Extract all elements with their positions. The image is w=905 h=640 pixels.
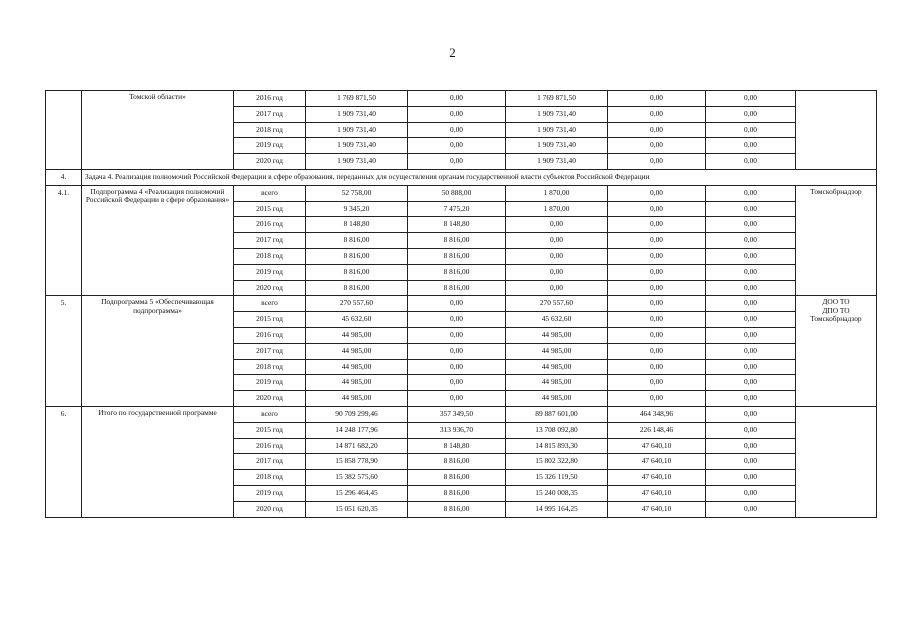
regional-budget-cell: 14 995 164,25 [506, 501, 608, 517]
cont-name: Томской области» [82, 91, 234, 170]
regional-budget-cell: 1 909 731,40 [506, 122, 608, 138]
extrabudget-cell: 0,00 [706, 217, 796, 233]
total-cell: 8 816,00 [306, 264, 408, 280]
regional-budget-cell: 89 887 601,00 [506, 406, 608, 422]
federal-budget-cell: 0,00 [408, 391, 506, 407]
federal-budget-cell: 8 816,00 [408, 485, 506, 501]
federal-budget-cell: 0,00 [408, 91, 506, 107]
local-budget-cell: 0,00 [608, 185, 706, 201]
extrabudget-cell: 0,00 [706, 438, 796, 454]
group-5-name: Подпрограмма 5 «Обеспечивающая подпрограмма» [82, 296, 234, 407]
local-budget-cell: 0,00 [608, 312, 706, 328]
federal-budget-cell: 0,00 [408, 327, 506, 343]
period-cell: 2017 год [234, 343, 306, 359]
period-cell: 2020 год [234, 391, 306, 407]
table-row [46, 185, 877, 201]
section-number: 4. [46, 169, 82, 185]
federal-budget-cell: 8 816,00 [408, 233, 506, 249]
group-6-name: Итого по государственной программе [82, 406, 234, 517]
local-budget-cell: 226 148,46 [608, 422, 706, 438]
extrabudget-cell: 0,00 [706, 122, 796, 138]
period-cell: 2019 год [234, 264, 306, 280]
extrabudget-cell: 0,00 [706, 375, 796, 391]
regional-budget-cell: 44 985,00 [506, 359, 608, 375]
regional-budget-cell: 13 708 092,80 [506, 422, 608, 438]
total-cell: 15 296 464,45 [306, 485, 408, 501]
federal-budget-cell: 8 816,00 [408, 501, 506, 517]
group-41-name: Подпрограмма 4 «Реализация полномочий Российской Федерации в сфере образования» [82, 185, 234, 296]
federal-budget-cell: 8 816,00 [408, 280, 506, 296]
period-cell: 2017 год [234, 233, 306, 249]
regional-budget-cell: 1 909 731,40 [506, 154, 608, 170]
regional-budget-cell: 44 985,00 [506, 343, 608, 359]
regional-budget-cell: 1 769 871,50 [506, 91, 608, 107]
regional-budget-cell: 0,00 [506, 233, 608, 249]
regional-budget-cell: 0,00 [506, 280, 608, 296]
total-cell: 9 345,20 [306, 201, 408, 217]
period-cell: 2020 год [234, 501, 306, 517]
federal-budget-cell: 0,00 [408, 296, 506, 312]
regional-budget-cell: 15 802 322,80 [506, 454, 608, 470]
regional-budget-cell: 15 240 008,35 [506, 485, 608, 501]
local-budget-cell: 0,00 [608, 154, 706, 170]
period-cell: 2017 год [234, 106, 306, 122]
group-5-number: 5. [46, 296, 82, 407]
federal-budget-cell: 8 148,80 [408, 217, 506, 233]
regional-budget-cell: 0,00 [506, 264, 608, 280]
total-cell: 14 248 177,96 [306, 422, 408, 438]
page-number: 2 [449, 45, 456, 60]
extrabudget-cell: 0,00 [706, 233, 796, 249]
group-6-number: 6. [46, 406, 82, 517]
table-row [46, 296, 877, 312]
total-cell: 8 816,00 [306, 248, 408, 264]
federal-budget-cell: 0,00 [408, 359, 506, 375]
federal-budget-cell: 8 816,00 [408, 470, 506, 486]
extrabudget-cell: 0,00 [706, 454, 796, 470]
regional-budget-cell: 44 985,00 [506, 391, 608, 407]
period-cell: 2015 год [234, 201, 306, 217]
total-cell: 1 769 871,50 [306, 91, 408, 107]
period-cell: всего [234, 185, 306, 201]
period-cell: 2018 год [234, 470, 306, 486]
federal-budget-cell: 8 816,00 [408, 248, 506, 264]
federal-budget-cell: 357 349,50 [408, 406, 506, 422]
local-budget-cell: 0,00 [608, 233, 706, 249]
local-budget-cell: 47 640,10 [608, 485, 706, 501]
total-cell: 1 909 731,40 [306, 122, 408, 138]
total-cell: 8 816,00 [306, 233, 408, 249]
total-cell: 1 909 731,40 [306, 138, 408, 154]
period-cell: 2020 год [234, 154, 306, 170]
federal-budget-cell: 0,00 [408, 312, 506, 328]
regional-budget-cell: 14 815 893,30 [506, 438, 608, 454]
extrabudget-cell: 0,00 [706, 91, 796, 107]
total-cell: 1 909 731,40 [306, 106, 408, 122]
federal-budget-cell: 7 475,20 [408, 201, 506, 217]
table-row [46, 91, 877, 107]
local-budget-cell: 0,00 [608, 138, 706, 154]
period-cell: 2015 год [234, 312, 306, 328]
total-cell: 14 871 682,20 [306, 438, 408, 454]
period-cell: 2016 год [234, 91, 306, 107]
local-budget-cell: 0,00 [608, 217, 706, 233]
regional-budget-cell: 1 870,00 [506, 185, 608, 201]
extrabudget-cell: 0,00 [706, 201, 796, 217]
extrabudget-cell: 0,00 [706, 485, 796, 501]
federal-budget-cell: 0,00 [408, 138, 506, 154]
period-cell: 2019 год [234, 485, 306, 501]
total-cell: 270 557,60 [306, 296, 408, 312]
federal-budget-cell: 313 936,70 [408, 422, 506, 438]
federal-budget-cell: 8 816,00 [408, 264, 506, 280]
total-cell: 15 858 778,90 [306, 454, 408, 470]
extrabudget-cell: 0,00 [706, 185, 796, 201]
period-cell: 2019 год [234, 138, 306, 154]
regional-budget-cell: 270 557,60 [506, 296, 608, 312]
regional-budget-cell: 45 632,60 [506, 312, 608, 328]
period-cell: 2018 год [234, 248, 306, 264]
federal-budget-cell: 0,00 [408, 375, 506, 391]
local-budget-cell: 0,00 [608, 264, 706, 280]
local-budget-cell: 0,00 [608, 280, 706, 296]
total-cell: 44 985,00 [306, 343, 408, 359]
regional-budget-cell: 1 870,00 [506, 201, 608, 217]
budget-table [45, 90, 877, 518]
period-cell: 2016 год [234, 327, 306, 343]
period-cell: всего [234, 296, 306, 312]
group-6-responsible [796, 406, 877, 517]
local-budget-cell: 0,00 [608, 91, 706, 107]
extrabudget-cell: 0,00 [706, 138, 796, 154]
extrabudget-cell: 0,00 [706, 154, 796, 170]
total-cell: 44 985,00 [306, 391, 408, 407]
local-budget-cell: 0,00 [608, 296, 706, 312]
federal-budget-cell: 0,00 [408, 154, 506, 170]
cont-number [46, 91, 82, 170]
period-cell: 2020 год [234, 280, 306, 296]
extrabudget-cell: 0,00 [706, 312, 796, 328]
extrabudget-cell: 0,00 [706, 422, 796, 438]
federal-budget-cell: 8 148,80 [408, 438, 506, 454]
federal-budget-cell: 8 816,00 [408, 454, 506, 470]
extrabudget-cell: 0,00 [706, 327, 796, 343]
extrabudget-cell: 0,00 [706, 296, 796, 312]
total-cell: 44 985,00 [306, 359, 408, 375]
period-cell: 2019 год [234, 375, 306, 391]
extrabudget-cell: 0,00 [706, 470, 796, 486]
local-budget-cell: 0,00 [608, 201, 706, 217]
total-cell: 45 632,60 [306, 312, 408, 328]
local-budget-cell: 0,00 [608, 343, 706, 359]
period-cell: 2017 год [234, 454, 306, 470]
federal-budget-cell: 0,00 [408, 106, 506, 122]
local-budget-cell: 47 640,10 [608, 501, 706, 517]
period-cell: 2016 год [234, 217, 306, 233]
federal-budget-cell: 50 888,00 [408, 185, 506, 201]
local-budget-cell: 0,00 [608, 327, 706, 343]
total-cell: 15 382 575,60 [306, 470, 408, 486]
federal-budget-cell: 0,00 [408, 343, 506, 359]
extrabudget-cell: 0,00 [706, 280, 796, 296]
total-cell: 52 758,00 [306, 185, 408, 201]
group-41-responsible: Томскобрнадзор [796, 185, 877, 296]
local-budget-cell: 0,00 [608, 359, 706, 375]
total-cell: 8 148,80 [306, 217, 408, 233]
period-cell: 2018 год [234, 122, 306, 138]
total-cell: 15 051 620,35 [306, 501, 408, 517]
extrabudget-cell: 0,00 [706, 106, 796, 122]
group-5-responsible: ДОО ТО ДПО ТО Томскобрнадзор [796, 296, 877, 407]
period-cell: 2018 год [234, 359, 306, 375]
federal-budget-cell: 0,00 [408, 122, 506, 138]
local-budget-cell: 47 640,10 [608, 470, 706, 486]
local-budget-cell: 0,00 [608, 375, 706, 391]
extrabudget-cell: 0,00 [706, 343, 796, 359]
regional-budget-cell: 15 326 119,50 [506, 470, 608, 486]
total-cell: 1 909 731,40 [306, 154, 408, 170]
local-budget-cell: 464 348,96 [608, 406, 706, 422]
cont-responsible [796, 91, 877, 170]
extrabudget-cell: 0,00 [706, 248, 796, 264]
local-budget-cell: 0,00 [608, 391, 706, 407]
local-budget-cell: 47 640,10 [608, 454, 706, 470]
period-cell: 2016 год [234, 438, 306, 454]
group-41-number: 4.1. [46, 185, 82, 296]
regional-budget-cell: 1 909 731,40 [506, 138, 608, 154]
extrabudget-cell: 0,00 [706, 264, 796, 280]
extrabudget-cell: 0,00 [706, 406, 796, 422]
period-cell: 2015 год [234, 422, 306, 438]
total-cell: 44 985,00 [306, 327, 408, 343]
regional-budget-cell: 0,00 [506, 217, 608, 233]
regional-budget-cell: 44 985,00 [506, 327, 608, 343]
regional-budget-cell: 1 909 731,40 [506, 106, 608, 122]
local-budget-cell: 0,00 [608, 248, 706, 264]
total-cell: 90 709 299,46 [306, 406, 408, 422]
extrabudget-cell: 0,00 [706, 391, 796, 407]
local-budget-cell: 0,00 [608, 106, 706, 122]
extrabudget-cell: 0,00 [706, 359, 796, 375]
section-title: Задача 4. Реализация полномочий Российской Федерации в сфере образования, переданных для осуществления органам государственной власти субъектов Российской Федерации [82, 169, 877, 185]
table-row [46, 406, 877, 422]
total-cell: 44 985,00 [306, 375, 408, 391]
period-cell: всего [234, 406, 306, 422]
extrabudget-cell: 0,00 [706, 501, 796, 517]
local-budget-cell: 47 640,10 [608, 438, 706, 454]
local-budget-cell: 0,00 [608, 122, 706, 138]
regional-budget-cell: 44 985,00 [506, 375, 608, 391]
regional-budget-cell: 0,00 [506, 248, 608, 264]
total-cell: 8 816,00 [306, 280, 408, 296]
section-row [46, 169, 877, 185]
